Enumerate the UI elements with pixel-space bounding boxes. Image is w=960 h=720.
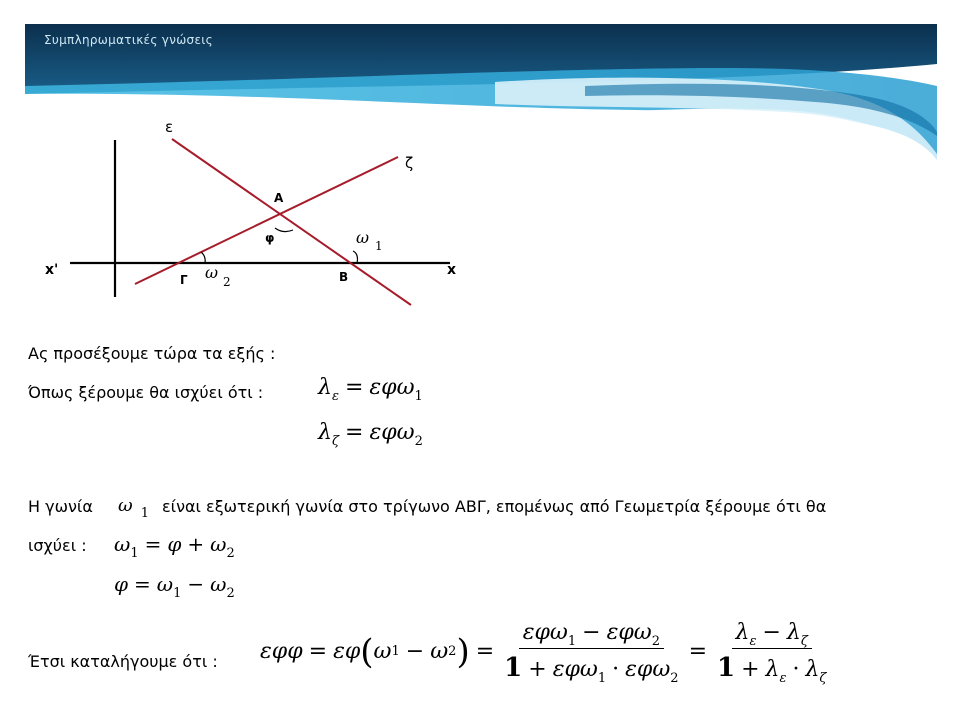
label-epsilon: ε — [165, 118, 174, 136]
line-zeta — [135, 157, 398, 284]
label-omega2-sub: 2 — [223, 275, 231, 289]
text-line-1: Ας προσέξουμε τώρα τα εξής : — [28, 344, 276, 363]
formula-lambda-eps: $\lambda_\varepsilon = \varepsilon\varphi\omega_1$ — [318, 375, 423, 404]
text-line-4: ισχύει : — [28, 536, 87, 555]
text-line-3-start: Η γωνία — [28, 497, 93, 516]
label-zeta: ζ — [405, 154, 414, 172]
geometry-diagram — [25, 100, 465, 320]
formula-omega1-sum: $\omega_1 = \varphi + \omega_2$ — [114, 532, 235, 561]
label-x-prime: x' — [45, 262, 59, 278]
angle-phi-arc — [275, 228, 293, 232]
angle-omega1-arc — [353, 251, 358, 263]
formula-omega1-inline: ω $_1$ — [118, 495, 149, 521]
angle-omega2-arc — [201, 252, 205, 263]
label-x: x — [447, 262, 457, 278]
label-gamma: Γ — [180, 273, 188, 287]
fraction-slopes: $\frac{\lambda_\varepsilon - \lambda_\zeta}{1 + \lambda_\varepsilon \cdot \lambda_\zeta}$ — [717, 620, 827, 686]
label-omega1-sub: 1 — [375, 239, 383, 253]
label-omega2: ω — [205, 263, 219, 282]
formula-phi-diff: $\varphi = \omega_1 - \omega_2$ — [114, 572, 235, 601]
text-line-3-end: είναι εξωτερική γωνία στο τρίγωνο ΑΒΓ, επομένως από Γεωμετρία ξέρουμε ότι θα — [162, 497, 827, 516]
formula-final: εφφ = εφ ( ω 1 − ω 2 ) = $\frac{\varepsilon\varphi\omega_1 - \varepsilon\varphi\omega_2}{1 + \varepsilon\varphi\omega_1 \cdot \varepsilon\varphi\omega_2}$ = $\frac{\lambda_\varepsilon - \lambda_\zeta}{1 + \lambda_\varepsilon \cdot \lambda_\zeta}$ — [260, 620, 830, 683]
label-B: B — [339, 270, 349, 284]
label-omega1: ω — [356, 228, 370, 247]
slide-label: Συμπληρωματικές γνώσεις — [44, 33, 213, 47]
formula-lambda-zeta: $\lambda_\zeta = \varepsilon\varphi\omega_2$ — [318, 420, 423, 449]
label-A: A — [274, 191, 284, 205]
label-phi: φ — [265, 231, 275, 245]
text-line-2: Όπως ξέρουμε θα ισχύει ότι : — [28, 383, 264, 402]
text-line-5: Έτσι καταλήγουμε ότι : — [28, 652, 218, 671]
fraction-tan-diff: $\frac{\varepsilon\varphi\omega_1 - \varepsilon\varphi\omega_2}{1 + \varepsilon\varphi\omega_1 \cdot \varepsilon\varphi\omega_2}$ — [504, 620, 679, 686]
